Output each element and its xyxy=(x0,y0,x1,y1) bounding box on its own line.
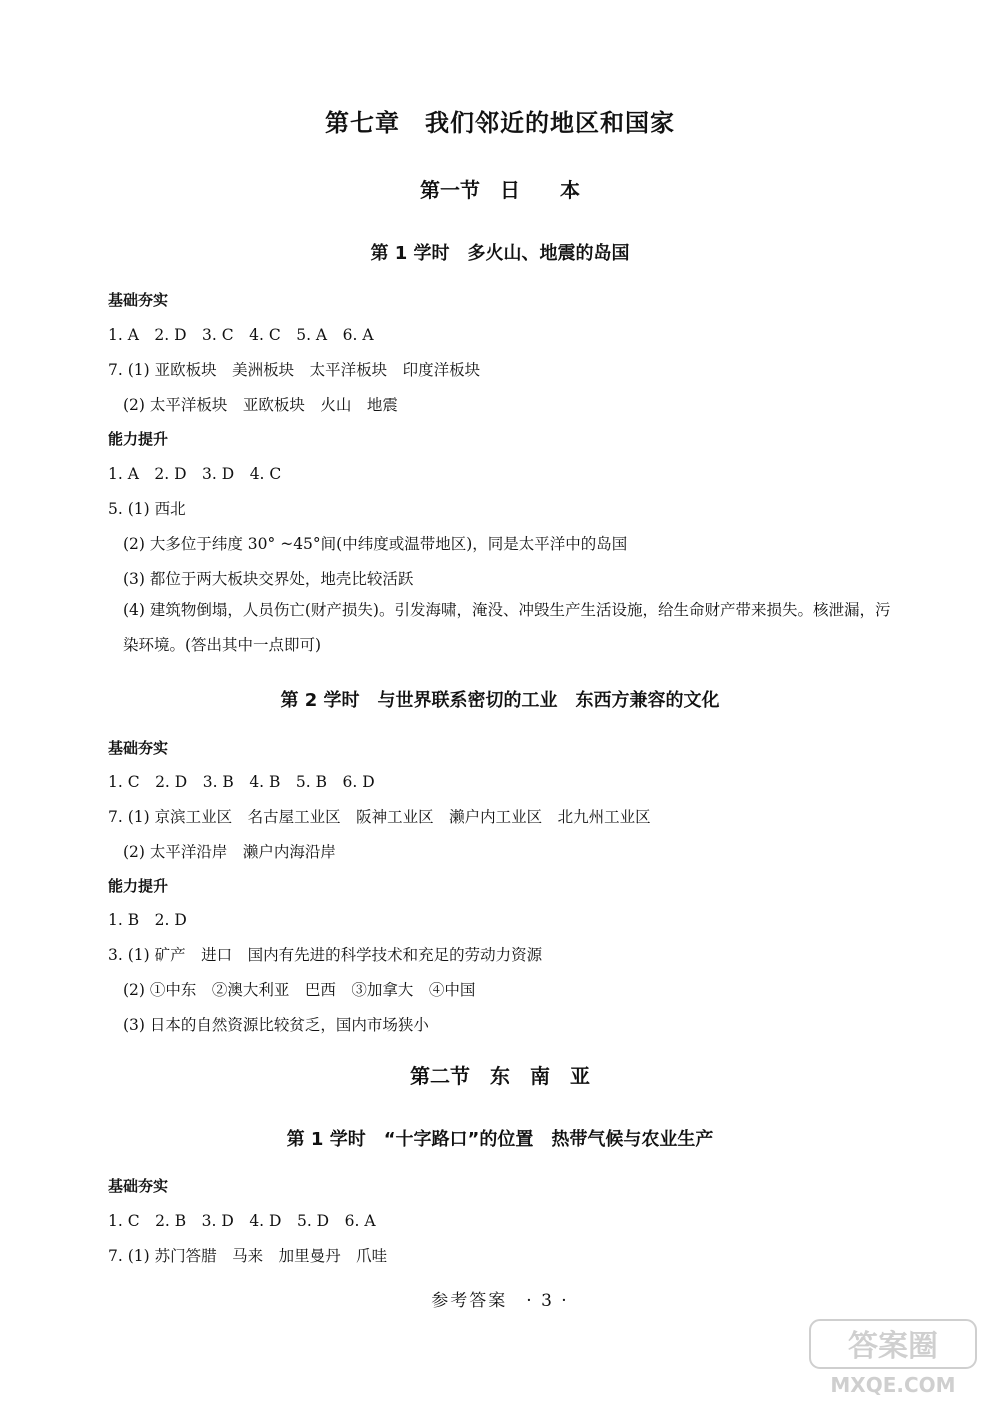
answer-line: 7. (1) 苏门答腊 马来 加里曼丹 爪哇 xyxy=(108,1247,388,1265)
answer-line: 7. (1) 京滨工业区 名古屋工业区 阪神工业区 濑户内工业区 北九州工业区 xyxy=(108,808,651,826)
page-footer: 参考答案 · 3 · xyxy=(431,1291,569,1311)
section-title-japan: 第一节 日 本 xyxy=(420,178,580,202)
lesson-title: 第 1 学时 多火山、地震的岛国 xyxy=(370,243,630,264)
basic-label: 基础夯实 xyxy=(108,739,169,757)
lesson-title: 第 2 学时 与世界联系密切的工业 东西方兼容的文化 xyxy=(280,690,720,711)
section-title-southeast-asia: 第二节 东 南 亚 xyxy=(410,1064,590,1088)
watermark-logo xyxy=(808,1318,978,1398)
answer-line: 7. (1) 亚欧板块 美洲板块 太平洋板块 印度洋板块 xyxy=(108,361,481,379)
answer-line: 3. (1) 矿产 进口 国内有先进的科学技术和充足的劳动力资源 xyxy=(108,946,543,964)
answer-line: (2) 太平洋沿岸 濑户内海沿岸 xyxy=(123,843,336,861)
basic-label: 基础夯实 xyxy=(108,1177,169,1195)
answer-line: 5. (1) 西北 xyxy=(108,500,186,518)
svg-text:答案圈: 答案圈 xyxy=(848,1329,938,1364)
answer-line: 1. C 2. D 3. B 4. B 5. B 6. D xyxy=(108,773,375,791)
chapter-title: 第七章 我们邻近的地区和国家 xyxy=(325,109,675,137)
answer-line: 1. B 2. D xyxy=(108,911,187,929)
answer-line: 1. A 2. D 3. C 4. C 5. A 6. A xyxy=(108,326,374,344)
lesson-title: 第 1 学时 “十字路口”的位置 热带气候与农业生产 xyxy=(286,1129,714,1150)
answer-line: 1. C 2. B 3. D 4. D 5. D 6. A xyxy=(108,1212,376,1230)
answer-line: 1. A 2. D 3. D 4. C xyxy=(108,465,282,483)
ability-label: 能力提升 xyxy=(108,877,169,895)
answer-line: (3) 都位于两大板块交界处，地壳比较活跃 xyxy=(123,570,414,588)
answer-line: (3) 日本的自然资源比较贫乏，国内市场狭小 xyxy=(123,1016,429,1034)
svg-text:MXQE.COM: MXQE.COM xyxy=(830,1373,956,1397)
basic-label: 基础夯实 xyxy=(108,291,169,309)
answer-line: (2) 太平洋板块 亚欧板块 火山 地震 xyxy=(123,396,398,414)
ability-label: 能力提升 xyxy=(108,430,169,448)
answer-paragraph: (4) 建筑物倒塌，人员伤亡(财产损失)。引发海啸，淹没、冲毁生产生活设施，给生命财产带来损失。核泄漏，污染环境。(答出其中一点即可) xyxy=(123,601,891,654)
answer-line: (2) ①中东 ②澳大利亚 巴西 ③加拿大 ④中国 xyxy=(123,981,476,999)
answer-line: (2) 大多位于纬度 30° ~45°间(中纬度或温带地区)，同是太平洋中的岛国 xyxy=(123,535,628,553)
